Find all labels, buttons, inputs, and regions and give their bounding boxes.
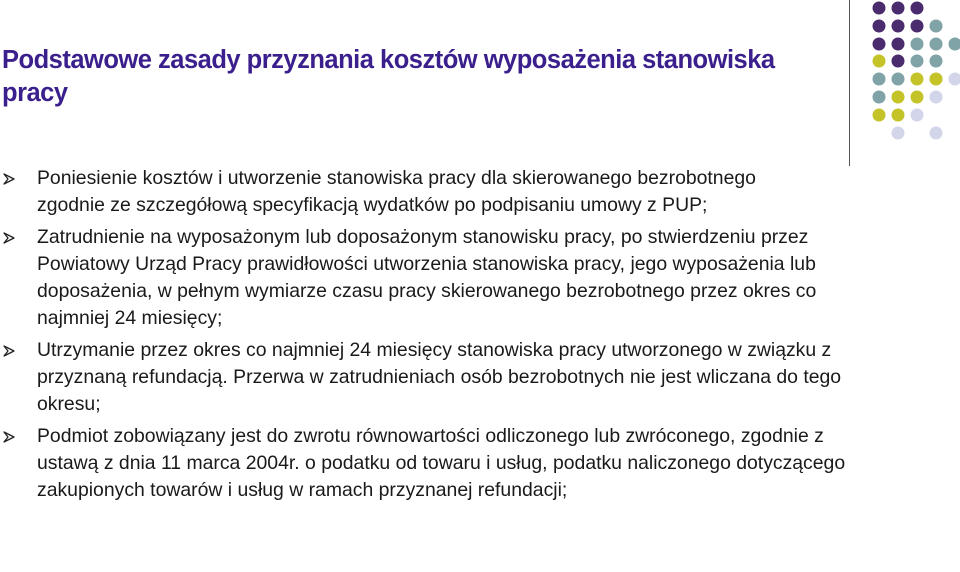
bullet-text: Podmiot zobowiązany jest do zwrotu równowartości odliczonego lub zwróconego, zgodnie z ustawą z dnia 11 marca 2004r. o podatku od towaru i usług, podatku naliczonego dotyczącego zakupionych towarów i usług w ramach przyznanej refundacji; [37,424,846,502]
dot [873,91,886,104]
dot [873,2,886,15]
list-item [0,423,950,505]
dot [911,91,924,104]
arrowhead-bullet-icon [3,345,15,357]
dot [911,38,924,51]
bullet-list [0,165,950,509]
dot [892,73,905,86]
dot [892,55,905,68]
bullet-text: Zatrudnienie na wyposażonym lub doposażonym stanowisku pracy, po stwierdzeniu przez Powiatowy Urząd Pracy prawidłowości utworzenia stanowiska pracy, jego wyposażenia lub doposażenia, w pełnym wymiarze czasu pracy skierowanego bezrobotnego przez okres co najmniej 24 miesięcy; [37,225,817,330]
dot [873,109,886,122]
dot [930,127,943,140]
dot [930,73,943,86]
bullet-text: Poniesienie kosztów i utworzenie stanowiska pracy dla skierowanego bezrobotnego zgodnie ze szczegółową specyfikacją wydatków po podpisaniu umowy z PUP; [37,167,756,217]
divider-line [849,0,850,166]
bullet-text: Utrzymanie przez okres co najmniej 24 miesięcy stanowiska pracy utworzonego w związku z przyznaną refundacją. Przerwa w zatrudnieniach osób bezrobotnych nie jest wliczana do tego okresu; [37,338,842,416]
dot [873,38,886,51]
list-item [0,224,950,333]
dot [911,2,924,15]
dot [930,38,943,51]
dot [930,55,943,68]
dot [892,20,905,33]
list-item [0,337,950,419]
arrowhead-bullet-icon [3,431,15,443]
dot [892,38,905,51]
arrowhead-bullet-icon [3,232,15,244]
arrowhead-bullet-icon [3,173,15,185]
dot [911,55,924,68]
dot [911,109,924,122]
list-item [0,165,950,220]
dot [873,55,886,68]
dot [873,20,886,33]
dot [892,127,905,140]
dot [911,20,924,33]
dot [949,73,960,86]
dot [930,20,943,33]
dot [892,2,905,15]
dot [892,109,905,122]
dot [873,73,886,86]
dot [911,73,924,86]
slide-title: Podstawowe zasady przyznania kosztów wyposażenia stanowiska pracy [2,46,775,107]
dot [930,91,943,104]
dot [949,38,960,51]
dot [892,91,905,104]
